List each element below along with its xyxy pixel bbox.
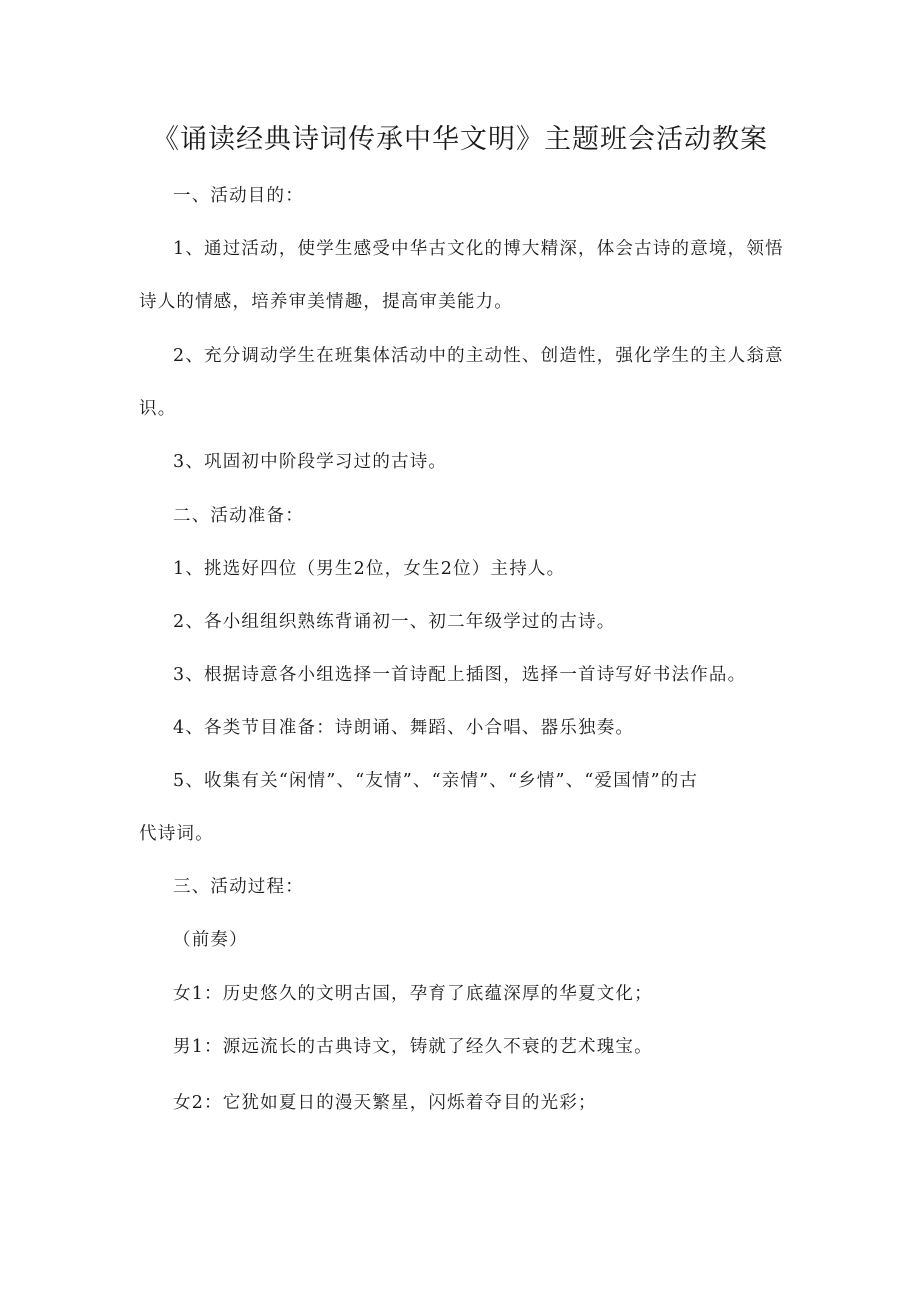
paragraph-line: 诗人的情感，培养审美情趣，提高审美能力。 (139, 292, 513, 312)
dialogue-line: 女1：历史悠久的文明古国，孕育了底蕴深厚的华夏文化； (173, 984, 653, 1004)
paragraph-line: 5、收集有关“闲情”、“友情”、“亲情”、“乡情”、“爱国情”的古 (173, 771, 699, 791)
paragraph-line: 识。 (139, 399, 177, 419)
paragraph-line: 2、充分调动学生在班集体活动中的主动性、创造性，强化学生的主人翁意 (173, 346, 784, 366)
dialogue-line: 男1：源远流长的古典诗文，铸就了经久不衰的艺术瑰宝。 (173, 1037, 653, 1057)
paragraph-line: 1、通过活动，使学生感受中华古文化的博大精深，体会古诗的意境，领悟 (173, 239, 784, 259)
paragraph-line: 4、各类节目准备：诗朗诵、舞蹈、小合唱、器乐独奏。 (173, 718, 635, 738)
dialogue-line: 女2：它犹如夏日的漫天繁星，闪烁着夺目的光彩； (173, 1093, 597, 1113)
paragraph-line: （前奏） (173, 930, 248, 950)
paragraph-line: 1、挑选好四位（男生2位，女生2位）主持人。 (173, 559, 566, 579)
section-heading-purpose: 一、活动目的： (173, 186, 304, 206)
section-heading-preparation: 二、活动准备： (173, 506, 304, 526)
section-heading-process: 三、活动过程： (173, 877, 304, 897)
document-title: 《诵读经典诗词传承中华文明》主题班会活动教案 (152, 124, 768, 155)
paragraph-line: 3、根据诗意各小组选择一首诗配上插图，选择一首诗写好书法作品。 (173, 665, 747, 685)
paragraph-line: 2、各小组组织熟练背诵初一、初二年级学过的古诗。 (173, 612, 616, 632)
paragraph-line: 3、巩固初中阶段学习过的古诗。 (173, 452, 448, 472)
paragraph-line: 代诗词。 (139, 824, 214, 844)
